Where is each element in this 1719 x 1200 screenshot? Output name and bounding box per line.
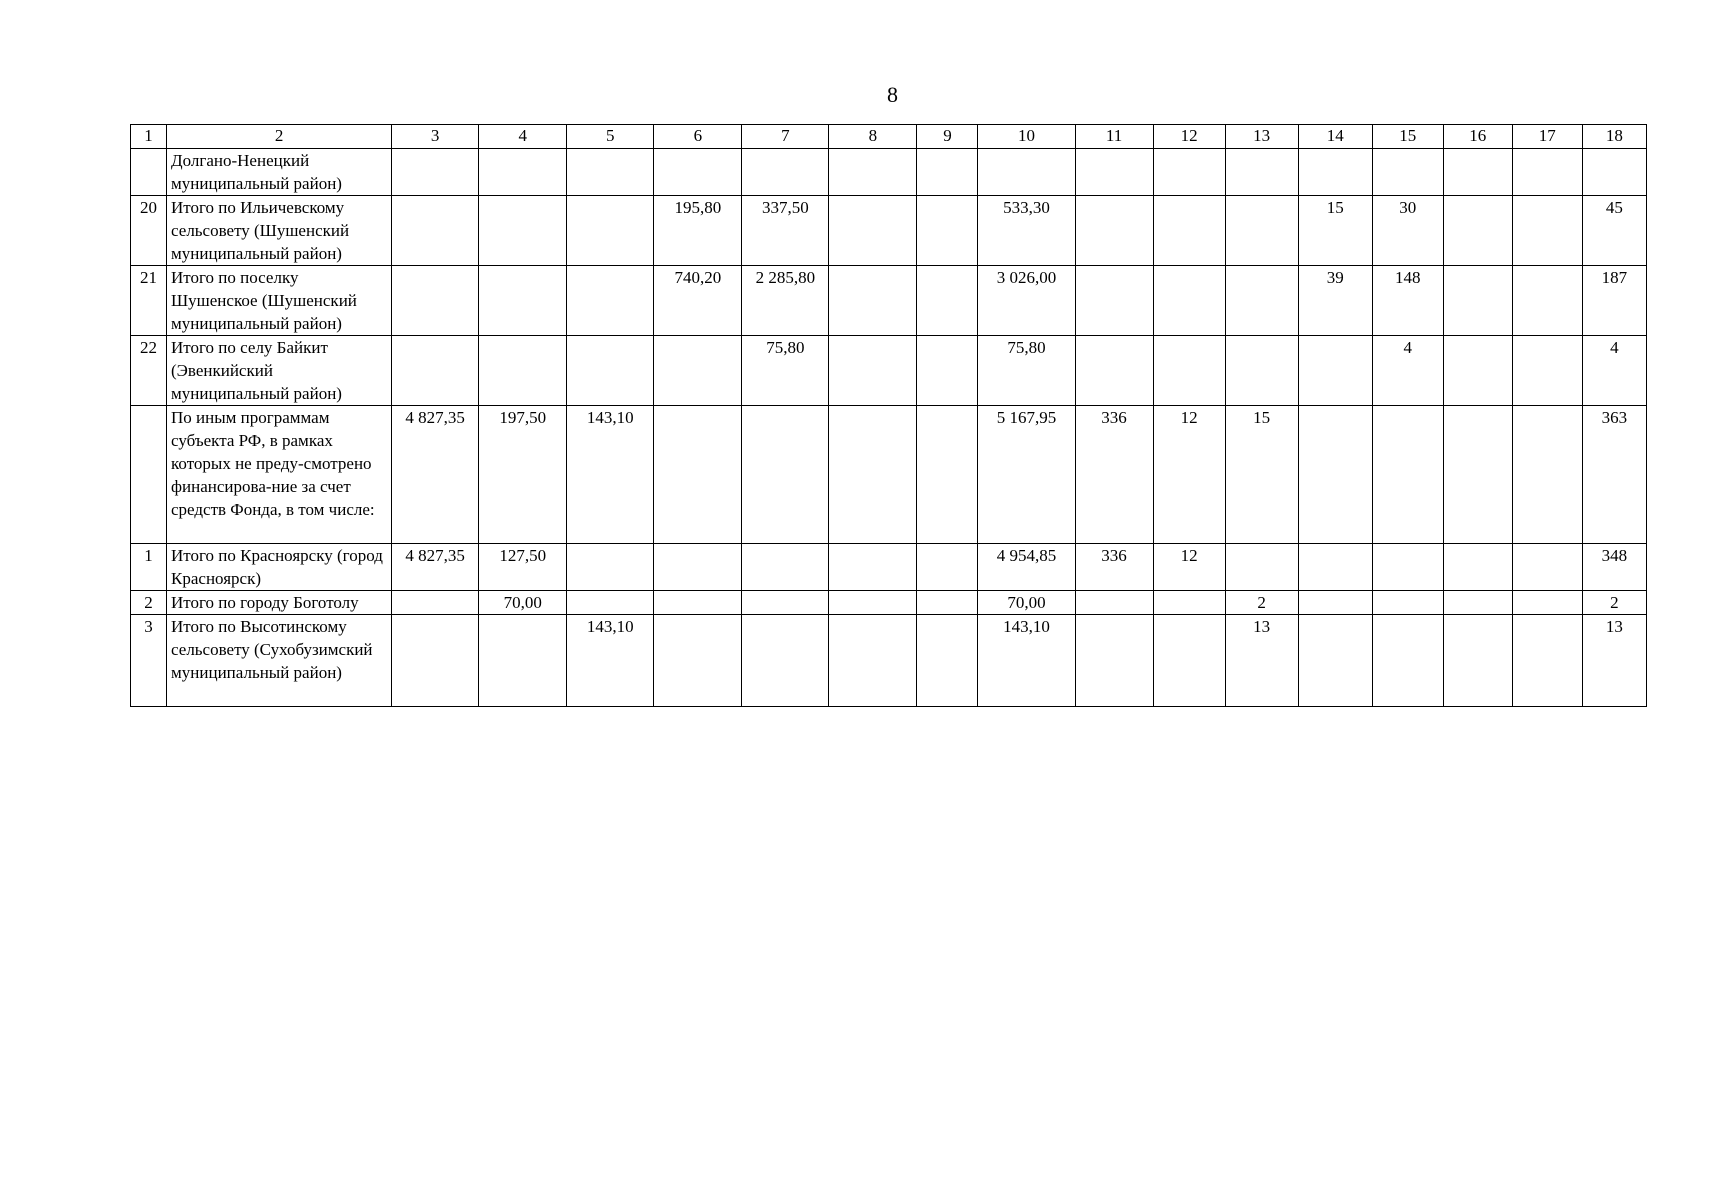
row-index-cell (131, 406, 167, 544)
value-cell (1075, 266, 1153, 336)
value-cell: 197,50 (479, 406, 567, 544)
value-cell: 70,00 (978, 591, 1075, 615)
value-cell (1512, 266, 1582, 336)
value-cell (1512, 196, 1582, 266)
value-cell: 363 (1582, 406, 1646, 544)
value-cell (917, 615, 978, 707)
value-cell (1512, 336, 1582, 406)
value-cell: 4 (1582, 336, 1646, 406)
value-cell: 4 (1372, 336, 1443, 406)
value-cell (1298, 336, 1372, 406)
value-cell: 3 026,00 (978, 266, 1075, 336)
column-number-1: 1 (131, 125, 167, 149)
value-cell (392, 336, 479, 406)
value-cell (479, 196, 567, 266)
column-number-11: 11 (1075, 125, 1153, 149)
value-cell: 2 285,80 (742, 266, 829, 336)
value-cell: 75,80 (742, 336, 829, 406)
value-cell (1582, 149, 1646, 196)
value-cell: 4 827,35 (392, 406, 479, 544)
column-number-13: 13 (1225, 125, 1298, 149)
value-cell (654, 544, 742, 591)
value-cell (1075, 196, 1153, 266)
value-cell (1372, 615, 1443, 707)
value-cell: 348 (1582, 544, 1646, 591)
value-cell (1372, 544, 1443, 591)
table-row (131, 615, 1647, 707)
row-index-cell: 3 (131, 615, 167, 707)
value-cell (1443, 591, 1512, 615)
value-cell (1075, 149, 1153, 196)
row-name-cell: По иным программам субъекта РФ, в рамках которых не преду-смотрено финансирова-ние за счет средств Фонда, в том числе: (167, 406, 392, 544)
value-cell (654, 336, 742, 406)
value-cell (654, 615, 742, 707)
value-cell: 30 (1372, 196, 1443, 266)
column-number-18: 18 (1582, 125, 1646, 149)
value-cell (1153, 336, 1225, 406)
value-cell: 2 (1225, 591, 1298, 615)
column-number-17: 17 (1512, 125, 1582, 149)
value-cell (1298, 406, 1372, 544)
value-cell (829, 336, 917, 406)
value-cell (742, 406, 829, 544)
value-cell (567, 266, 654, 336)
column-number-10: 10 (978, 125, 1075, 149)
value-cell: 5 167,95 (978, 406, 1075, 544)
value-cell (917, 591, 978, 615)
value-cell: 12 (1153, 544, 1225, 591)
value-cell (1225, 149, 1298, 196)
value-cell (1225, 336, 1298, 406)
row-name-cell: Итого по Ильичевскому сельсовету (Шушенский муниципальный район) (167, 196, 392, 266)
value-cell (1075, 615, 1153, 707)
row-index-cell: 2 (131, 591, 167, 615)
column-number-8: 8 (829, 125, 917, 149)
table-row (131, 591, 1647, 615)
value-cell (1153, 149, 1225, 196)
value-cell (1443, 615, 1512, 707)
value-cell (1443, 149, 1512, 196)
value-cell (1512, 406, 1582, 544)
value-cell (1153, 615, 1225, 707)
value-cell: 12 (1153, 406, 1225, 544)
value-cell (1298, 544, 1372, 591)
value-cell (1075, 336, 1153, 406)
summary-table (130, 124, 1647, 707)
value-cell (567, 591, 654, 615)
table-row (131, 544, 1647, 591)
value-cell: 4 827,35 (392, 544, 479, 591)
value-cell (654, 149, 742, 196)
value-cell (917, 544, 978, 591)
column-number-3: 3 (392, 125, 479, 149)
value-cell: 15 (1298, 196, 1372, 266)
value-cell (742, 615, 829, 707)
value-cell: 187 (1582, 266, 1646, 336)
value-cell (479, 149, 567, 196)
value-cell (1372, 149, 1443, 196)
value-cell (1512, 544, 1582, 591)
page-number: 8 (887, 82, 898, 107)
value-cell (829, 266, 917, 336)
value-cell (1298, 149, 1372, 196)
table-row (131, 406, 1647, 544)
column-number-6: 6 (654, 125, 742, 149)
value-cell (1298, 615, 1372, 707)
value-cell (1153, 196, 1225, 266)
row-name-cell: Долгано-Ненецкий муниципальный район) (167, 149, 392, 196)
row-index-cell (131, 149, 167, 196)
value-cell (1153, 591, 1225, 615)
value-cell (1298, 591, 1372, 615)
row-index-cell: 22 (131, 336, 167, 406)
value-cell (479, 615, 567, 707)
column-number-16: 16 (1443, 125, 1512, 149)
value-cell: 13 (1225, 615, 1298, 707)
value-cell (742, 544, 829, 591)
table-row (131, 336, 1647, 406)
table-row (131, 196, 1647, 266)
column-number-9: 9 (917, 125, 978, 149)
value-cell (392, 266, 479, 336)
value-cell (742, 149, 829, 196)
value-cell (567, 544, 654, 591)
column-number-15: 15 (1372, 125, 1443, 149)
table-body (131, 149, 1647, 707)
value-cell: 143,10 (567, 406, 654, 544)
value-cell (479, 266, 567, 336)
row-name-cell: Итого по селу Байкит (Эвенкийский муниципальный район) (167, 336, 392, 406)
value-cell (1075, 591, 1153, 615)
value-cell (1225, 266, 1298, 336)
value-cell (392, 149, 479, 196)
value-cell (829, 406, 917, 544)
value-cell (1512, 615, 1582, 707)
value-cell (1512, 149, 1582, 196)
value-cell: 143,10 (567, 615, 654, 707)
value-cell (1372, 591, 1443, 615)
value-cell (567, 336, 654, 406)
column-number-row (131, 125, 1647, 149)
value-cell (829, 591, 917, 615)
value-cell (1443, 266, 1512, 336)
value-cell: 4 954,85 (978, 544, 1075, 591)
value-cell: 533,30 (978, 196, 1075, 266)
value-cell (1225, 544, 1298, 591)
value-cell: 148 (1372, 266, 1443, 336)
value-cell (1153, 266, 1225, 336)
value-cell (479, 336, 567, 406)
value-cell: 195,80 (654, 196, 742, 266)
value-cell (392, 615, 479, 707)
table-row (131, 266, 1647, 336)
value-cell (1443, 336, 1512, 406)
value-cell (829, 615, 917, 707)
value-cell (654, 591, 742, 615)
value-cell (1512, 591, 1582, 615)
value-cell (1225, 196, 1298, 266)
value-cell (917, 196, 978, 266)
table-row (131, 149, 1647, 196)
value-cell: 70,00 (479, 591, 567, 615)
value-cell: 45 (1582, 196, 1646, 266)
value-cell: 15 (1225, 406, 1298, 544)
row-index-cell: 20 (131, 196, 167, 266)
value-cell: 13 (1582, 615, 1646, 707)
column-number-4: 4 (479, 125, 567, 149)
column-number-5: 5 (567, 125, 654, 149)
row-name-cell: Итого по Высотинскому сельсовету (Сухобузимский муниципальный район) (167, 615, 392, 707)
value-cell: 336 (1075, 406, 1153, 544)
value-cell (829, 544, 917, 591)
value-cell (917, 336, 978, 406)
row-name-cell: Итого по городу Боготолу (167, 591, 392, 615)
row-name-cell: Итого по поселку Шушенское (Шушенский муниципальный район) (167, 266, 392, 336)
value-cell: 336 (1075, 544, 1153, 591)
value-cell (567, 149, 654, 196)
value-cell (1372, 406, 1443, 544)
value-cell: 143,10 (978, 615, 1075, 707)
value-cell (917, 149, 978, 196)
value-cell (1443, 196, 1512, 266)
value-cell (654, 406, 742, 544)
row-index-cell: 1 (131, 544, 167, 591)
row-index-cell: 21 (131, 266, 167, 336)
column-number-14: 14 (1298, 125, 1372, 149)
value-cell: 75,80 (978, 336, 1075, 406)
value-cell (829, 149, 917, 196)
value-cell (742, 591, 829, 615)
value-cell: 337,50 (742, 196, 829, 266)
value-cell (829, 196, 917, 266)
value-cell (392, 196, 479, 266)
value-cell (392, 591, 479, 615)
column-number-12: 12 (1153, 125, 1225, 149)
value-cell (1443, 544, 1512, 591)
row-name-cell: Итого по Красноярску (город Красноярск) (167, 544, 392, 591)
value-cell (978, 149, 1075, 196)
column-number-2: 2 (167, 125, 392, 149)
value-cell (917, 406, 978, 544)
value-cell (1443, 406, 1512, 544)
value-cell: 127,50 (479, 544, 567, 591)
value-cell: 2 (1582, 591, 1646, 615)
value-cell: 740,20 (654, 266, 742, 336)
value-cell: 39 (1298, 266, 1372, 336)
value-cell (917, 266, 978, 336)
column-number-7: 7 (742, 125, 829, 149)
value-cell (567, 196, 654, 266)
